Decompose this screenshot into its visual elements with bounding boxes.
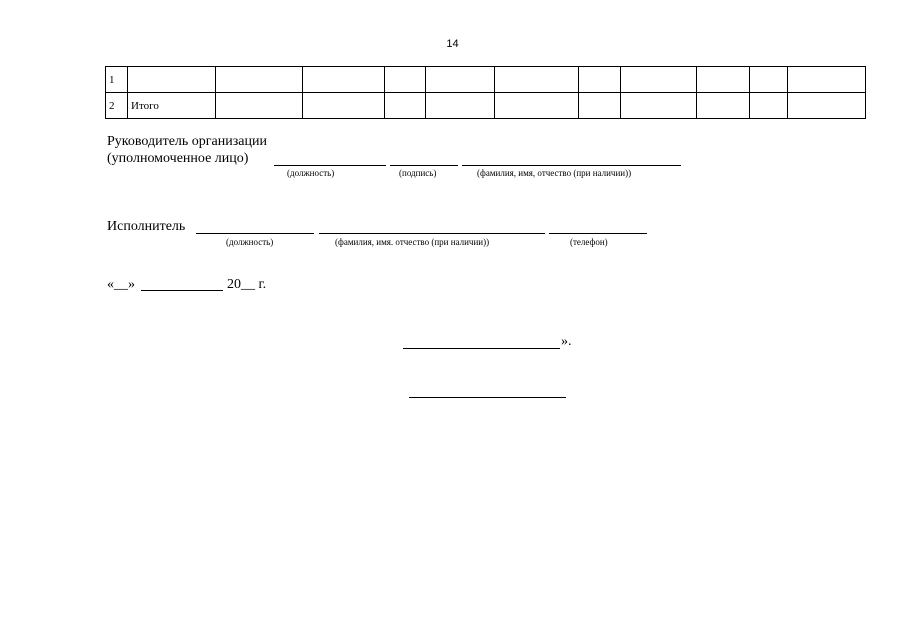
table-row: [106, 93, 866, 119]
page-number: 14: [446, 38, 459, 50]
executor-name-caption: (фамилия, имя. отчество (при наличии)): [335, 237, 490, 247]
date-day: «__»: [107, 277, 135, 292]
separator-line: [409, 397, 566, 398]
closing-quote-mark: ».: [561, 334, 572, 349]
head-signature-caption: (подпись): [399, 168, 437, 178]
executor-phone-caption: (телефон): [570, 237, 608, 247]
head-position-line: [274, 165, 386, 166]
head-title-line1: Руководитель организации: [107, 134, 267, 149]
executor-position-caption: (должность): [226, 237, 274, 247]
executor-label: Исполнитель: [107, 219, 186, 234]
date-month-line: [141, 290, 223, 291]
row-label-cell: Итого: [128, 93, 216, 119]
executor-name-line: [319, 233, 545, 234]
date-year: 20__ г.: [227, 277, 267, 292]
closing-line: [403, 348, 560, 349]
head-name-line: [462, 165, 681, 166]
head-title-line2: (уполномоченное лицо): [107, 151, 249, 166]
executor-phone-line: [549, 233, 647, 234]
table-row: [106, 67, 866, 93]
data-table: [105, 66, 866, 119]
row-number-cell: 2: [106, 93, 128, 119]
row-number-cell: 1: [106, 67, 128, 93]
executor-position-line: [196, 233, 314, 234]
head-position-caption: (должность): [287, 168, 335, 178]
head-name-caption: (фамилия, имя, отчество (при наличии)): [477, 168, 632, 178]
row-label-cell: [128, 67, 216, 93]
head-signature-line: [390, 165, 458, 166]
